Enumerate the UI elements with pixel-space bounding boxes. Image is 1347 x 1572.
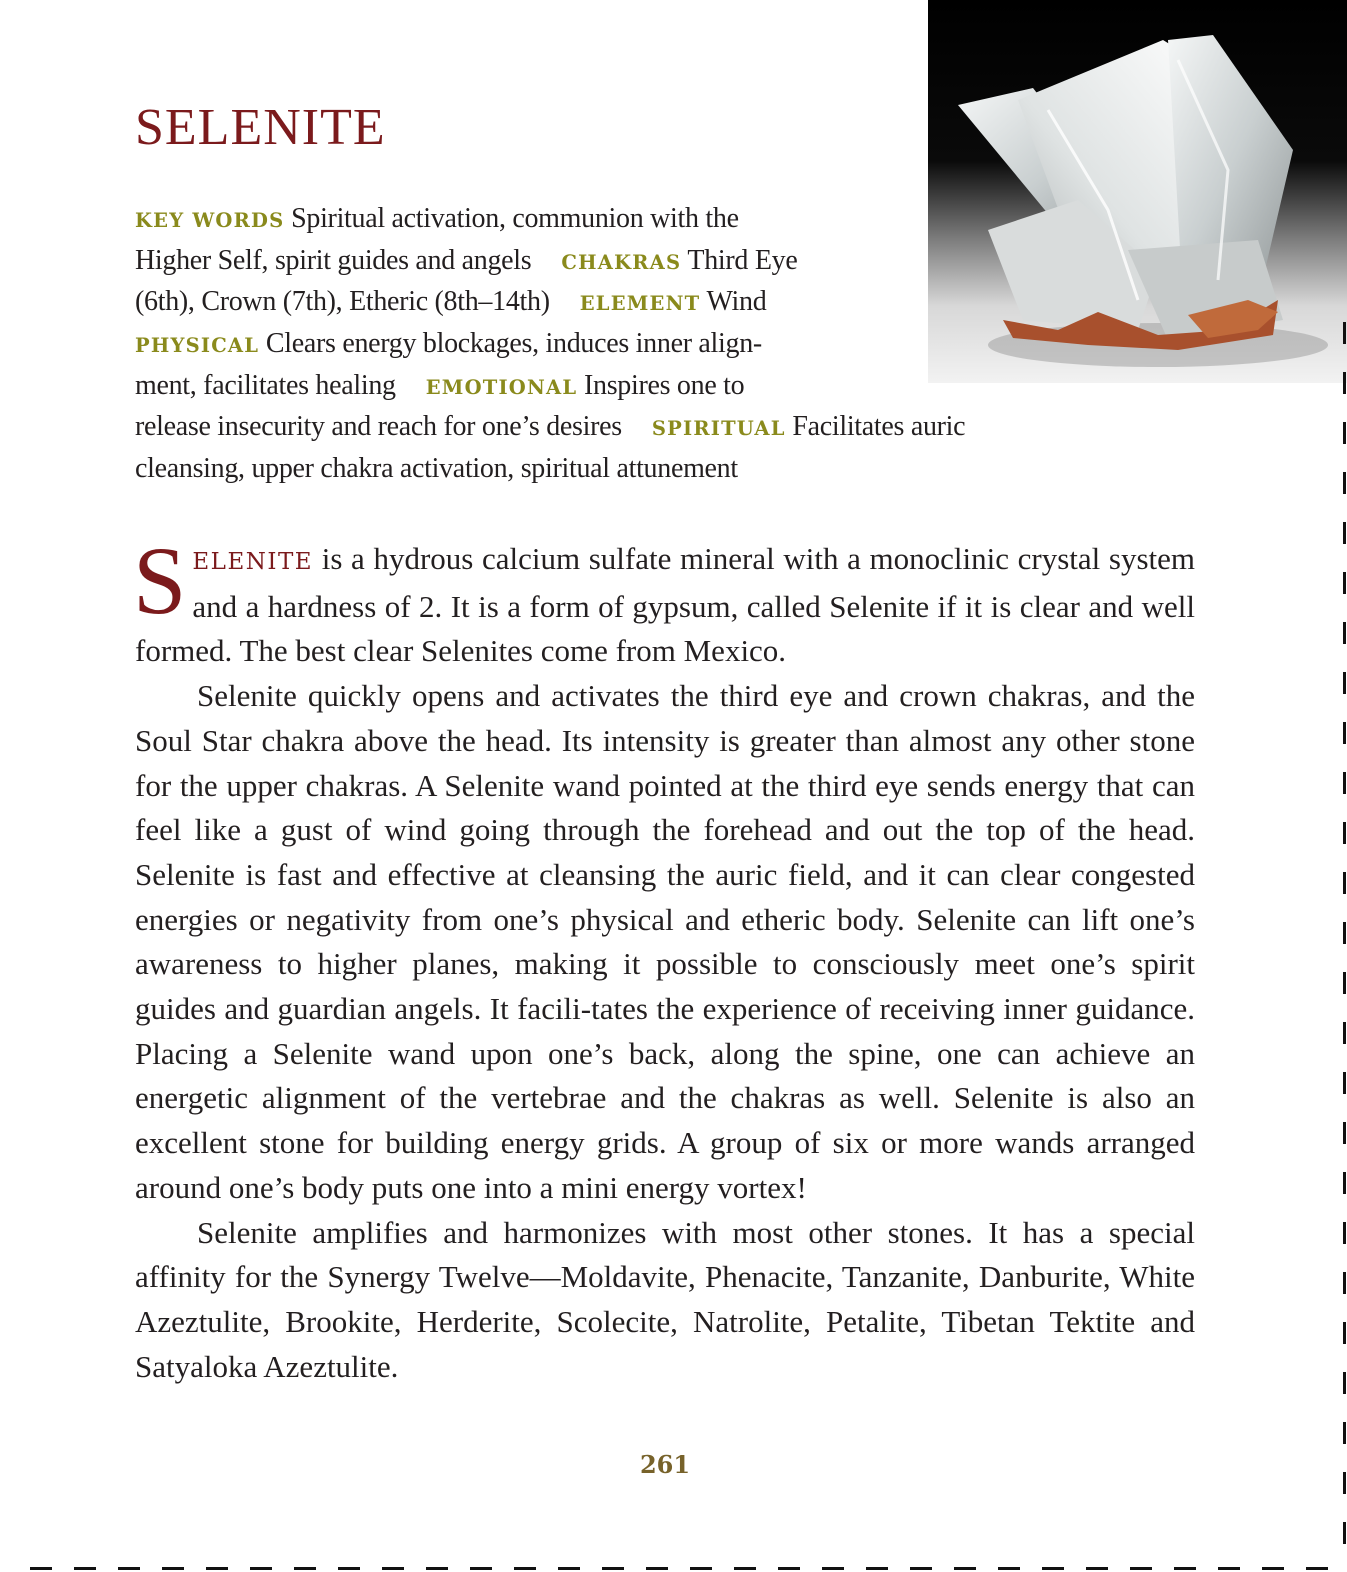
crop-mark bbox=[338, 1567, 360, 1570]
property-keyword: EMOTIONAL bbox=[425, 375, 578, 399]
crop-mark bbox=[1343, 322, 1346, 344]
properties-line bbox=[135, 448, 1095, 490]
crop-mark bbox=[250, 1567, 272, 1570]
crop-mark bbox=[734, 1567, 756, 1570]
crop-mark bbox=[30, 1567, 52, 1570]
paragraph-intro bbox=[133, 527, 1195, 674]
crop-mark bbox=[1343, 1122, 1346, 1144]
crop-mark bbox=[1343, 522, 1346, 544]
paragraph-1-text: is a hydrous calcium sulfate mineral with a monoclinic crystal system and a hardness of 2. It is a form of gypsum, called Selenite if it is clear and well formed. The best clear Selenites come from Mexico. bbox=[135, 541, 1195, 669]
crop-mark bbox=[1343, 1022, 1346, 1044]
properties-line bbox=[135, 240, 1095, 282]
crop-mark bbox=[162, 1567, 184, 1570]
crop-mark bbox=[1343, 1172, 1346, 1194]
crop-mark bbox=[690, 1567, 712, 1570]
crop-mark bbox=[1343, 1072, 1346, 1094]
crop-mark bbox=[954, 1567, 976, 1570]
crop-mark bbox=[1218, 1567, 1240, 1570]
crop-mark bbox=[1343, 872, 1346, 894]
properties-line bbox=[135, 406, 1095, 448]
drop-cap: S bbox=[133, 527, 187, 634]
body-text bbox=[133, 527, 1195, 1389]
lead-smallcaps: ELENITE bbox=[192, 549, 314, 575]
crop-marks-right bbox=[1341, 0, 1347, 1572]
crop-mark bbox=[602, 1567, 624, 1570]
crop-mark bbox=[514, 1567, 536, 1570]
properties-line bbox=[135, 281, 1095, 323]
crop-mark bbox=[74, 1567, 96, 1570]
crop-mark bbox=[382, 1567, 404, 1570]
crop-mark bbox=[470, 1567, 492, 1570]
property-keyword: PHYSICAL bbox=[135, 334, 260, 358]
crop-mark bbox=[1343, 572, 1346, 594]
crop-mark bbox=[1343, 772, 1346, 794]
property-text: Wind bbox=[700, 286, 767, 318]
property-keyword: SPIRITUAL bbox=[651, 417, 786, 441]
crop-mark bbox=[1343, 422, 1346, 444]
properties-block bbox=[135, 198, 1095, 490]
crop-mark bbox=[294, 1567, 316, 1570]
paragraph-3: Selenite amplifies and harmonizes with most other stones. It has a special affinity for the Synergy Twelve—Moldavite, Phenacite, Tanzanite, Danburite, White Azeztulite, Brookite, Herderite, Scolecite, Natrolite, Petalite, Tibetan Tektite and Satyaloka Azeztulite. bbox=[135, 1214, 1195, 1384]
crop-mark bbox=[646, 1567, 668, 1570]
crop-mark bbox=[1343, 1222, 1346, 1244]
page-number: 261 bbox=[639, 1450, 691, 1479]
crop-mark bbox=[1343, 722, 1346, 744]
crop-mark bbox=[1343, 472, 1346, 494]
property-text: release insecurity and reach for one’s desires bbox=[135, 411, 622, 443]
property-keyword: CHAKRAS bbox=[561, 250, 682, 274]
crop-mark bbox=[118, 1567, 140, 1570]
crop-mark bbox=[998, 1567, 1020, 1570]
crop-mark bbox=[1343, 822, 1346, 844]
crop-mark bbox=[1174, 1567, 1196, 1570]
crop-mark bbox=[1262, 1567, 1284, 1570]
crop-mark bbox=[1343, 1372, 1346, 1394]
property-text: Spiritual activation, communion with the bbox=[284, 203, 739, 234]
crop-mark bbox=[866, 1567, 888, 1570]
properties-line bbox=[135, 198, 1095, 240]
property-text: Inspires one to bbox=[577, 369, 745, 401]
crop-mark bbox=[1343, 1422, 1346, 1444]
crop-mark bbox=[1306, 1567, 1328, 1570]
property-text: Third Eye bbox=[681, 244, 798, 276]
crop-mark bbox=[1343, 972, 1346, 994]
property-text: cleansing, upper chakra activation, spiritual attunement bbox=[135, 453, 738, 485]
property-keyword: ELEMENT bbox=[579, 292, 701, 316]
paragraph-2: Selenite quickly opens and activates the third eye and crown chakras, and the Soul Star chakra above the head. Its intensity is greater than almost any other stone for the upper chakras. A Selenite wand pointed at the third eye sends energy that can feel like a gust of wind going through the forehead and out the top of the head. Selenite is fast and effective at cleansing the auric field, and it can clear congested energies or negativity from one’s physical and etheric body. Selenite can lift one’s awareness to higher planes, making it possible to consciously meet one’s spirit guides and guardian angels. It facili-tates the experience of receiving inner guidance. Placing a Selenite wand upon one’s back, along the spine, one can achieve an energetic alignment of the vertebrae and the chakras as well. Selenite is also an excellent stone for building energy grids. A group of six or more wands arranged around one’s body puts one into a mini energy vortex! bbox=[135, 678, 1195, 1205]
properties-line bbox=[135, 323, 1095, 365]
property-keyword: KEY WORDS bbox=[135, 209, 285, 232]
property-text: Clears energy blockages, induces inner align- bbox=[259, 328, 762, 360]
crop-mark bbox=[426, 1567, 448, 1570]
property-text: Facilitates auric bbox=[785, 411, 966, 443]
properties-line bbox=[135, 365, 1095, 407]
crop-mark bbox=[1343, 372, 1346, 394]
crop-marks-bottom bbox=[0, 1564, 1347, 1572]
crop-mark bbox=[910, 1567, 932, 1570]
crop-mark bbox=[1086, 1567, 1108, 1570]
property-text: Higher Self, spirit guides and angels bbox=[135, 244, 532, 276]
crop-mark bbox=[558, 1567, 580, 1570]
crop-mark bbox=[1343, 1522, 1346, 1544]
crop-mark bbox=[778, 1567, 800, 1570]
property-text: ment, facilitates healing bbox=[135, 369, 396, 401]
crop-mark bbox=[1343, 1322, 1346, 1344]
crop-mark bbox=[1343, 1472, 1346, 1494]
crop-mark bbox=[1343, 922, 1346, 944]
page-title: SELENITE bbox=[135, 99, 386, 156]
property-text: (6th), Crown (7th), Etheric (8th–14th) bbox=[135, 286, 550, 318]
crop-mark bbox=[1130, 1567, 1152, 1570]
crop-mark bbox=[206, 1567, 228, 1570]
crop-mark bbox=[1343, 1272, 1346, 1294]
crop-mark bbox=[822, 1567, 844, 1570]
crop-mark bbox=[1042, 1567, 1064, 1570]
crop-mark bbox=[1343, 622, 1346, 644]
crop-mark bbox=[1343, 672, 1346, 694]
